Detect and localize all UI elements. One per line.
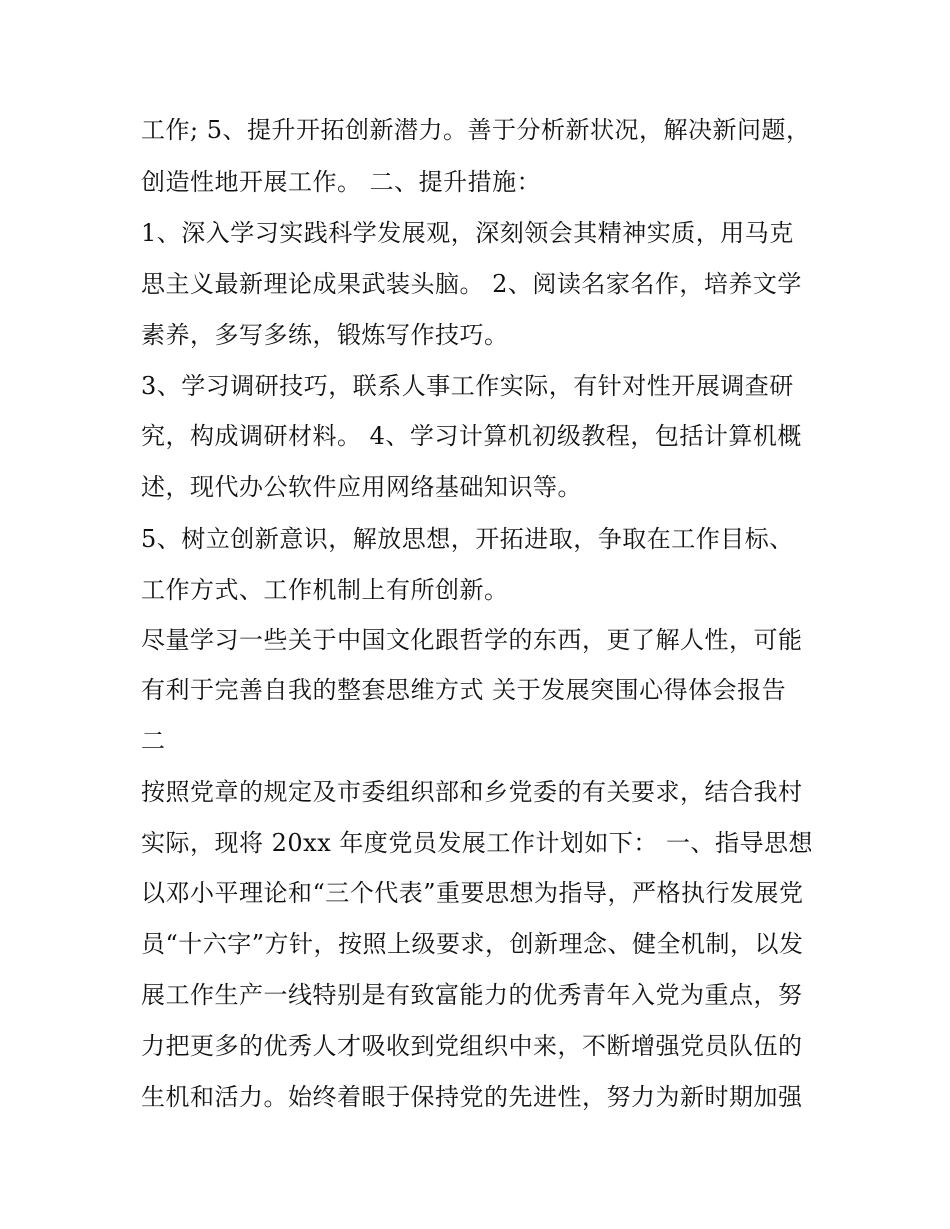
text-line: 以邓小平理论和“三个代表”重要思想为指导，严格执行发展党 [141, 879, 804, 907]
text-line: 创造性地开展工作。 二、提升措施： [141, 168, 542, 196]
text-line: 1、深入学习实践科学发展观，深刻领会其精神实质，用马克 [141, 219, 794, 247]
text-line: 二 [141, 727, 166, 755]
text-line: 素养，多写多练，锻炼写作技巧。 [141, 321, 509, 349]
text-line: 实际，现将 20xx 年度党员发展工作计划如下： 一、指导思想 [141, 829, 813, 857]
text-line: 思主义最新理论成果武装头脑。 2、阅读名家名作，培养文学 [141, 270, 802, 298]
text-line: 尽量学习一些关于中国文化跟哲学的东西，更了解人性，可能 [141, 626, 803, 654]
text-line: 员“十六字”方针，按照上级要求，创新理念、健全机制，以发 [141, 930, 804, 958]
text-line: 有利于完善自我的整套思维方式 关于发展突围心得体会报告 [141, 676, 787, 704]
text-line: 工作方式、工作机制上有所创新。 [141, 576, 509, 604]
text-line: 究，构成调研材料。 4、学习计算机初级教程，包括计算机概 [141, 422, 802, 450]
text-line: 按照党章的规定及市委组织部和乡党委的有关要求，结合我村 [141, 778, 803, 806]
text-line: 工作; 5、提升开拓创新潜力。善于分析新状况，解决新问题， [141, 116, 811, 144]
text-line: 力把更多的优秀人才吸收到党组织中来，不断增强党员队伍的 [141, 1032, 803, 1060]
text-line: 3、学习调研技巧，联系人事工作实际，有针对性开展调查研 [141, 372, 794, 400]
text-line: 5、树立创新意识，解放思想，开拓进取，争取在工作目标、 [141, 525, 794, 553]
text-line: 生机和活力。始终着眼于保持党的先进性，努力为新时期加强 [141, 1083, 803, 1111]
text-line: 展工作生产一线特别是有致富能力的优秀青年入党为重点，努 [141, 981, 803, 1009]
text-line: 述，现代办公软件应用网络基础知识等。 [141, 473, 582, 501]
